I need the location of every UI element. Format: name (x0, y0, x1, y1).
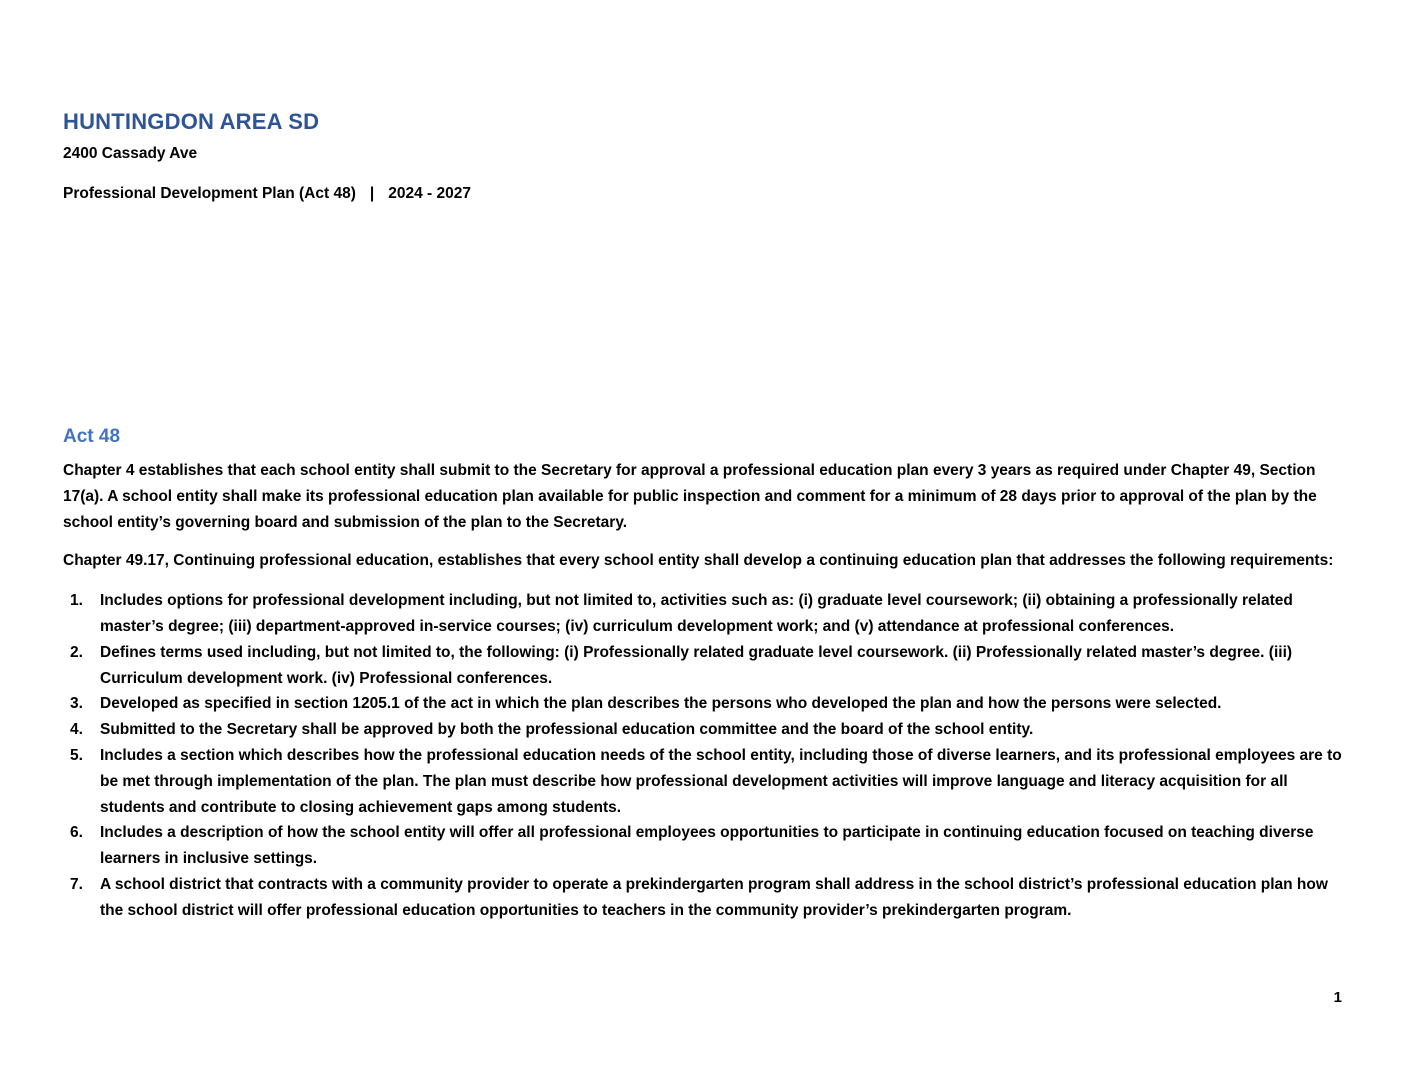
list-item (70, 743, 1348, 820)
list-item (70, 588, 1348, 640)
list-item-text: Includes a description of how the school entity will offer all professional employees opportunities to participate in continuing education focused on teaching diverse learners in inclusive settings. (100, 824, 1314, 868)
list-item-text: Developed as specified in section 1205.1 of the act in which the plan describes the persons who developed the plan and how the persons were selected. (100, 695, 1222, 713)
act48-paragraph-1: Chapter 4 establishes that each school entity shall submit to the Secretary for approval a professional education plan every 3 years as required under Chapter 49, Section 17(a). A school entity shall make its professional education plan available for public inspection and comment for a minimum of 28 days prior to approval of the plan by the school entity’s governing board and submission of the plan to the Secretary. (63, 462, 1317, 531)
section-heading-act48: Act 48 (63, 426, 121, 447)
list-item (70, 640, 1348, 692)
list-item-number: 4. (70, 721, 83, 739)
list-item (70, 820, 1348, 872)
list-item-text: Includes a section which describes how the professional education needs of the school entity, including those of diverse learners, and its professional employees are to be met through implementation of the plan. The plan must describe how professional development activities will improve language and literacy acquisition for all students and contribute to closing achievement gaps among students. (100, 746, 1342, 816)
list-item-number: 6. (70, 824, 83, 842)
document-content (63, 108, 1348, 924)
plan-title-line (63, 183, 1348, 205)
list-item-text: Defines terms used including, but not limited to, the following: (i) Professionally related graduate level coursework. (ii) Professionally related master’s degree. (iii) Curriculum development work. (iv) Professional conferences. (100, 643, 1293, 687)
requirements-list (70, 588, 1348, 923)
page-number: 1 (1333, 989, 1342, 1006)
list-item-number: 2. (70, 643, 83, 661)
list-item-number: 3. (70, 695, 83, 713)
list-item-number: 7. (70, 875, 83, 893)
list-item (70, 717, 1348, 743)
plan-title-separator: | (369, 185, 375, 202)
plan-years: 2024 - 2027 (388, 185, 471, 202)
district-address: 2400 Cassady Ave (63, 145, 198, 162)
list-item (70, 872, 1348, 924)
list-item-number: 1. (70, 592, 83, 610)
list-item (70, 691, 1348, 717)
list-item-text: Submitted to the Secretary shall be approved by both the professional education committee and the board of the school entity. (100, 721, 1034, 739)
act48-paragraph-2: Chapter 49.17, Continuing professional education, establishes that every school entity shall develop a continuing education plan that addresses the following requirements: (63, 552, 1334, 570)
list-item-number: 5. (70, 746, 83, 764)
list-item-text: Includes options for professional development including, but not limited to, activities such as: (i) graduate level coursework; (ii) obtaining a professionally related master’s degree; (iii) department-approved in-service courses; (iv) curriculum development work; and (v) attendance at professional conferences. (100, 592, 1293, 635)
district-title: HUNTINGDON AREA SD (63, 109, 320, 134)
list-item-text: A school district that contracts with a community provider to operate a prekindergarten program shall address in the school district’s professional education plan how the school district will offer professional education opportunities to teachers in the community provider’s prekindergarten program. (100, 875, 1328, 919)
plan-title: Professional Development Plan (Act 48) (63, 185, 356, 202)
